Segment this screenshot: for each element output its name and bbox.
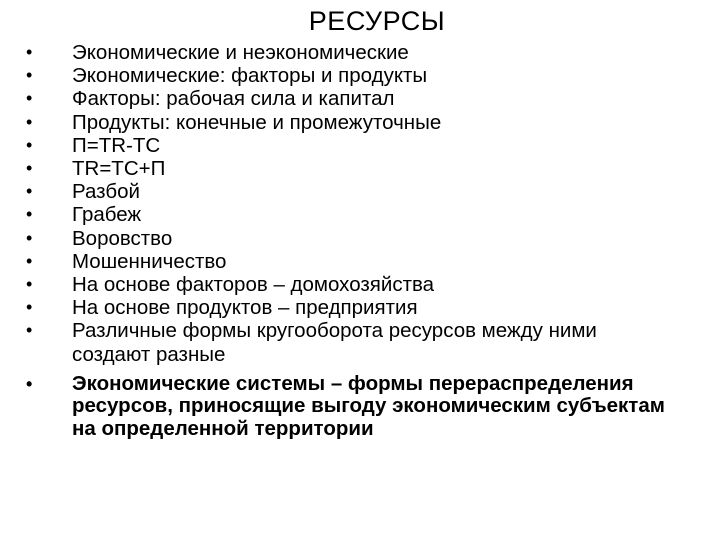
bullet-text: Факторы: рабочая сила и капитал	[72, 87, 395, 111]
bullet-item	[22, 273, 672, 296]
bullet-text: TR=TC+П	[72, 157, 166, 181]
bullet-icon: •	[26, 181, 33, 202]
bullet-text: Мошенничество	[72, 249, 227, 273]
bullet-icon: •	[26, 134, 33, 155]
bullet-text: Различные формы кругооборота ресурсов между ними создают разные	[72, 319, 597, 366]
bullet-icon: •	[26, 227, 33, 248]
bullet-text: На основе факторов – домохозяйства	[72, 273, 435, 297]
bullet-icon: •	[26, 320, 33, 341]
bullet-item	[22, 180, 672, 203]
bullet-icon: •	[26, 373, 33, 394]
bullet-text: Экономические: факторы и продукты	[72, 64, 428, 88]
bullet-item	[22, 203, 672, 226]
bullet-text: Разбой	[72, 180, 140, 204]
bullet-text: Воровство	[72, 226, 173, 250]
bullet-item-emphasis	[22, 373, 672, 441]
bullet-item	[22, 319, 672, 365]
bullet-item	[22, 111, 672, 134]
bullet-icon: •	[26, 42, 33, 62]
bullet-text: П=TR-TC	[72, 133, 161, 157]
bullet-item	[22, 227, 672, 250]
bullet-text: На основе продуктов – предприятия	[72, 296, 418, 320]
bullet-item	[22, 296, 672, 319]
bullet-icon: •	[26, 111, 33, 132]
bullet-icon: •	[26, 88, 33, 109]
bullet-icon: •	[26, 65, 33, 86]
bullet-text: Экономические системы – формы перераспределения ресурсов, приносящие выгоду экономическим субъектам на определенной территории	[72, 371, 665, 440]
bullet-item	[22, 64, 672, 87]
bullet-item	[22, 41, 672, 64]
bullet-icon: •	[26, 204, 33, 225]
bullet-text: Экономические и неэкономические	[72, 41, 409, 64]
bullet-item	[22, 87, 672, 110]
bullet-item	[22, 250, 672, 273]
bullet-text: Грабеж	[72, 203, 142, 227]
bullet-icon: •	[26, 250, 33, 271]
bullet-item	[22, 157, 672, 180]
bullet-list	[22, 41, 672, 440]
bullet-icon: •	[26, 274, 33, 295]
slide-title: РЕСУРСЫ	[308, 6, 446, 36]
bullet-icon: •	[26, 158, 33, 179]
bullet-item	[22, 134, 672, 157]
bullet-icon: •	[26, 297, 33, 318]
bullet-text: Продукты: конечные и промежуточные	[72, 110, 442, 134]
